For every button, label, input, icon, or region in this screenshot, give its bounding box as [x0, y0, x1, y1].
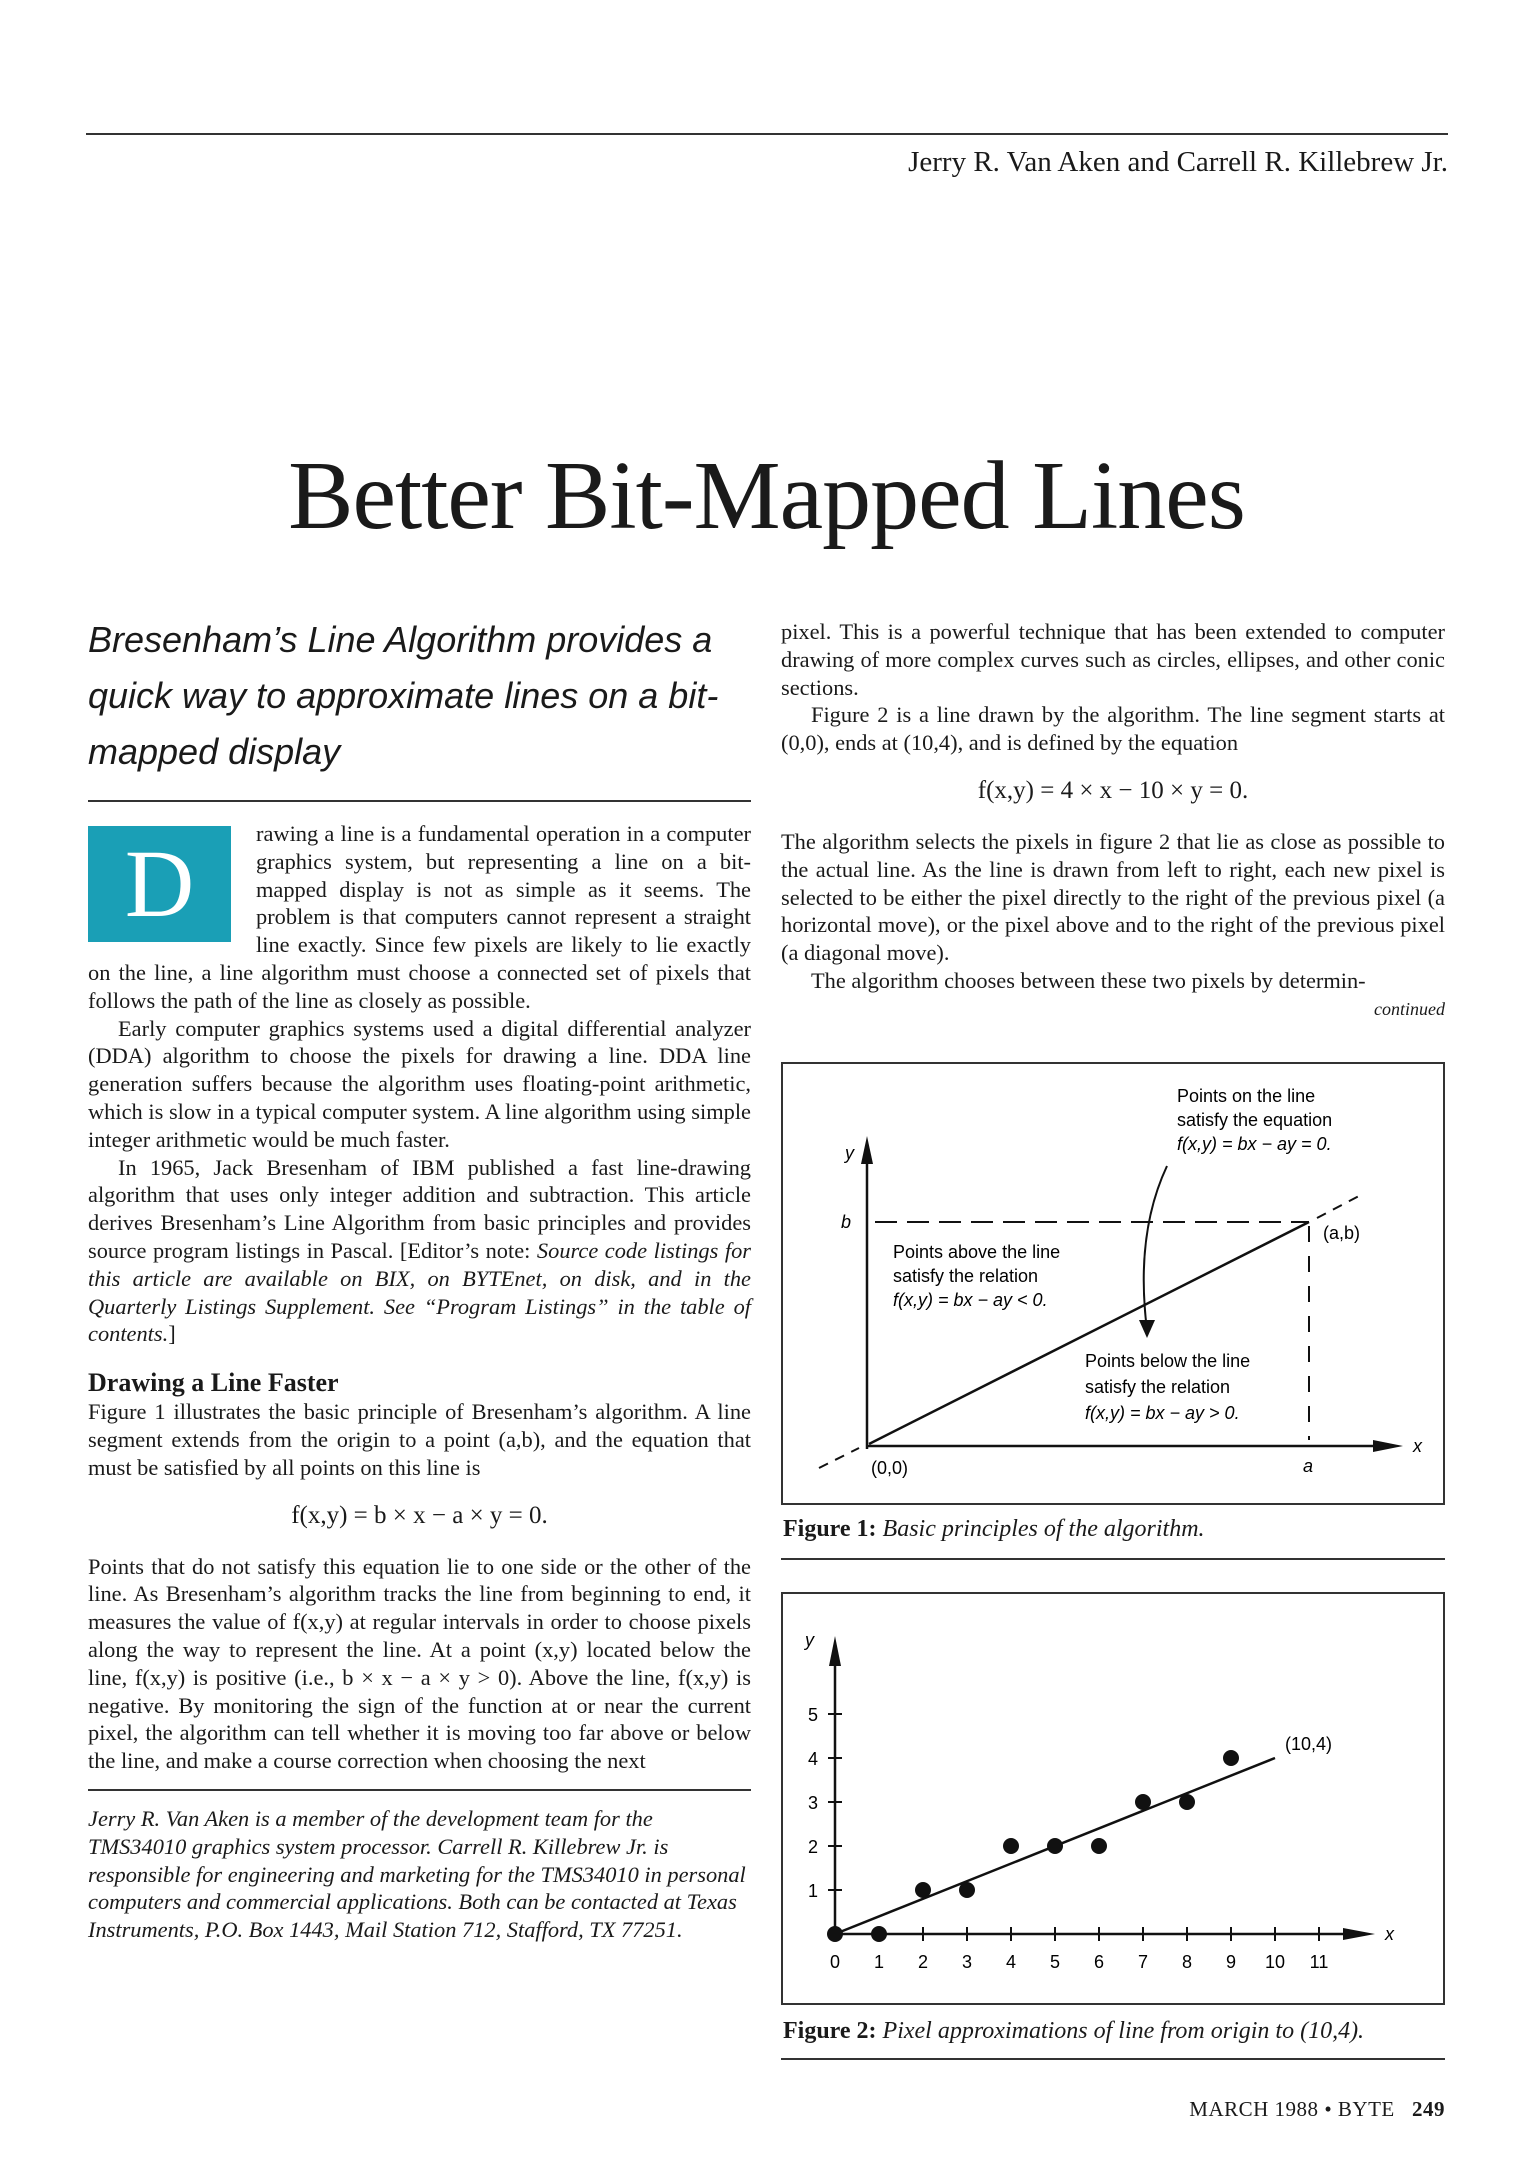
y-tick-label: 2: [807, 1837, 819, 1857]
origin-label: (0,0): [871, 1458, 909, 1478]
figure-1-caption: [783, 1516, 1205, 1543]
a-label: a: [1303, 1456, 1314, 1476]
on-line-text-3: f(x,y) = bx − ay = 0.: [1177, 1134, 1332, 1154]
x-tick-label: 6: [1093, 1952, 1105, 1972]
x-axis-label: x: [1385, 1924, 1394, 1944]
top-rule: [86, 133, 1448, 135]
paragraph-conic: pixel. This is a powerful technique that has been extended to computer drawing of more complex curves such as circles, ellipses, and other conic sections.: [781, 619, 1445, 700]
deck-rule: [88, 800, 751, 802]
continued-label: continued: [1374, 998, 1445, 1019]
x-tick-label: 2: [917, 1952, 929, 1972]
y-axis-label: y: [845, 1143, 854, 1163]
footer-page-number: 249: [1412, 2097, 1445, 2121]
x-tick-label: 7: [1137, 1952, 1149, 1972]
paragraph-figure1-intro: Figure 1 illustrates the basic principle of Bresenham’s algorithm. A line segment extends from the origin to a point (a,b), and the equation that must be satisfied by all points on this line is: [88, 1399, 751, 1480]
pixel-point: [871, 1926, 887, 1942]
x-tick-label: 1: [873, 1952, 885, 1972]
equation-2: f(x,y) = 4 × x − 10 × y = 0.: [977, 776, 1249, 804]
right-column: [781, 618, 1445, 1020]
footer-separator: •: [1324, 2097, 1333, 2121]
pixel-point: [959, 1882, 975, 1898]
figure-1-caption-label: Figure 1:: [783, 1516, 877, 1542]
figure-1-caption-text: Basic principles of the algorithm.: [882, 1516, 1205, 1542]
below-text-1: Points below the line: [1085, 1351, 1251, 1371]
pixel-point: [1091, 1838, 1107, 1854]
endpoint-label: (a,b): [1323, 1223, 1361, 1243]
paragraph-selection: The algorithm selects the pixels in figure 2 that lie as close as possible to the actual line. As the line is drawn from left to right, each new pixel is selected to be either the pixel directly to the right of the previous pixel (a horizontal move), or the pixel above and to the right of the previous pixel (a diagonal move).: [781, 828, 1445, 966]
y-axis-arrow-icon: [861, 1136, 873, 1164]
footer-date: MARCH 1988: [1189, 2097, 1319, 2121]
x-tick-label: 0: [829, 1952, 841, 1972]
x-tick-label: 4: [1005, 1952, 1017, 1972]
figure-2-chart: [783, 1594, 1443, 2003]
above-text-3: f(x,y) = bx − ay < 0.: [893, 1290, 1048, 1310]
below-text-3: f(x,y) = bx − ay > 0.: [1085, 1403, 1240, 1423]
bio-rule: [88, 1789, 751, 1791]
pixel-point: [1223, 1750, 1239, 1766]
x-axis-arrow-icon: [1343, 1928, 1375, 1940]
x-axis-label: x: [1413, 1436, 1422, 1456]
pointer-curve: [1144, 1166, 1167, 1330]
section-heading: Drawing a Line Faster: [88, 1368, 339, 1398]
x-tick-label: 5: [1049, 1952, 1061, 1972]
equation-1: f(x,y) = b × x − a × y = 0.: [291, 1501, 548, 1529]
y-tick-label: 3: [807, 1793, 819, 1813]
paragraph-figure2-intro: Figure 2 is a line drawn by the algorithm. The line segment starts at (0,0), ends at (10,4), and is defined by the equation: [781, 702, 1445, 756]
pixel-point: [1047, 1838, 1063, 1854]
page-footer: [1189, 2097, 1445, 2122]
pixel-point: [1003, 1838, 1019, 1854]
drop-cap: D: [88, 826, 231, 942]
figure-2: [781, 1592, 1445, 2005]
figure-2-caption-text: Pixel approximations of line from origin to (10,4).: [882, 2018, 1365, 2044]
x-tick-label: 8: [1181, 1952, 1193, 1972]
line-extension-upper: [1317, 1196, 1359, 1218]
author-byline: Jerry R. Van Aken and Carrell R. Killebrew Jr.: [908, 146, 1448, 178]
below-text-2: satisfy the relation: [1085, 1377, 1231, 1397]
on-line-text-1: Points on the line: [1177, 1086, 1316, 1106]
paragraph-determine: The algorithm chooses between these two pixels by determin-: [811, 967, 1366, 993]
article-deck: Bresenham’s Line Algorithm provides a quick way to approximate lines on a bit-mapped display: [88, 619, 719, 772]
footer-magazine: BYTE: [1337, 2097, 1395, 2121]
on-line-text-2: satisfy the equation: [1177, 1110, 1333, 1130]
pixel-point: [1179, 1794, 1195, 1810]
y-tick-label: 1: [807, 1881, 819, 1901]
pixel-point: [827, 1926, 843, 1942]
x-tick-label: 11: [1309, 1952, 1329, 1972]
paragraph-sign: Points that do not satisfy this equation lie to one side or the other of the line. As Bresenham’s algorithm tracks the line from beginning to end, it measures the value of f(x,y) at regular intervals in order to choose pixels along the way to represent the line. At a point (x,y) located below the line, f(x,y) is positive (i.e., b × x − a × y > 0). Above the line, f(x,y) is negative. By monitoring the sign of the function at or near the current pixel, the algorithm can tell whether it is moving too far above or below the line, and make a course correction when choosing the next: [88, 1553, 751, 1774]
left-column: [88, 612, 751, 1944]
editor-note: Source code listings for this article are available on BIX, on BYTEnet, on disk, and in the Quarterly Listings Supplement. See “Program Listings” in the table of contents.: [88, 1237, 751, 1347]
paragraph-dda: Early computer graphics systems used a digital differential analyzer (DDA) algorithm to choose the pixels for drawing a line. DDA line generation suffers because the algorithm uses floating-point arithmetic, which is slow in a typical computer system. A line algorithm using simple integer arithmetic would be much faster.: [88, 1015, 751, 1152]
paragraph-bresenham: [88, 1154, 751, 1349]
above-text-1: Points above the line: [893, 1242, 1061, 1262]
above-text-2: satisfy the relation: [893, 1266, 1039, 1286]
article-title: Better Bit-Mapped Lines: [288, 442, 1245, 550]
paragraph-intro: [88, 820, 751, 1015]
pointer-arrow-icon: [1139, 1320, 1155, 1338]
line-extension-lower: [819, 1448, 859, 1468]
figure-2-caption: [783, 2018, 1364, 2045]
paragraph-text: rawing a line is a fundamental operation in a computer graphics system, but representing a line on a bit-mapped display is not as simple as it seems. The problem is that computers cannot represent a straight line exactly. Since few pixels are likely to lie exactly on the line, a line algorithm must choose a connected set of pixels that follows the path of the line as closely as possible.: [88, 821, 751, 1013]
figure-1: [781, 1062, 1445, 1505]
figure-2-caption-label: Figure 2:: [783, 2018, 877, 2044]
y-tick-label: 5: [807, 1705, 819, 1725]
b-label: b: [841, 1212, 852, 1232]
y-axis-arrow-icon: [829, 1636, 841, 1666]
endpoint-annotation: (10,4): [1285, 1734, 1333, 1754]
y-axis-label: y: [805, 1630, 814, 1650]
pixel-point: [1135, 1794, 1151, 1810]
caption-rule: [781, 2058, 1445, 2060]
x-axis-arrow-icon: [1373, 1440, 1403, 1452]
x-tick-label: 9: [1225, 1952, 1237, 1972]
paragraph-text: In 1965, Jack Bresenham of IBM published a fast line-drawing algorithm that uses only integer addition and subtraction. This article derives Bresenham’s Line Algorithm from basic principles and provides source program listings in Pascal. [Editor’s note:: [88, 1154, 751, 1263]
author-bio: Jerry R. Van Aken is a member of the development team for the TMS34010 graphics system processor. Carrell R. Killebrew Jr. is responsible for engineering and marketing for the TMS34010 in personal computers and commercial applications. Both can be contacted at Texas Instruments, P.O. Box 1443, Mail Station 712, Stafford, TX 77251.: [88, 1805, 746, 1943]
caption-rule: [781, 1558, 1445, 1560]
bracket-close: ]: [168, 1321, 176, 1347]
x-tick-label: 10: [1264, 1952, 1286, 1972]
x-tick-label: 3: [961, 1952, 973, 1972]
pixel-point: [915, 1882, 931, 1898]
y-tick-label: 4: [807, 1749, 819, 1769]
figure-1-diagram: [783, 1064, 1443, 1503]
